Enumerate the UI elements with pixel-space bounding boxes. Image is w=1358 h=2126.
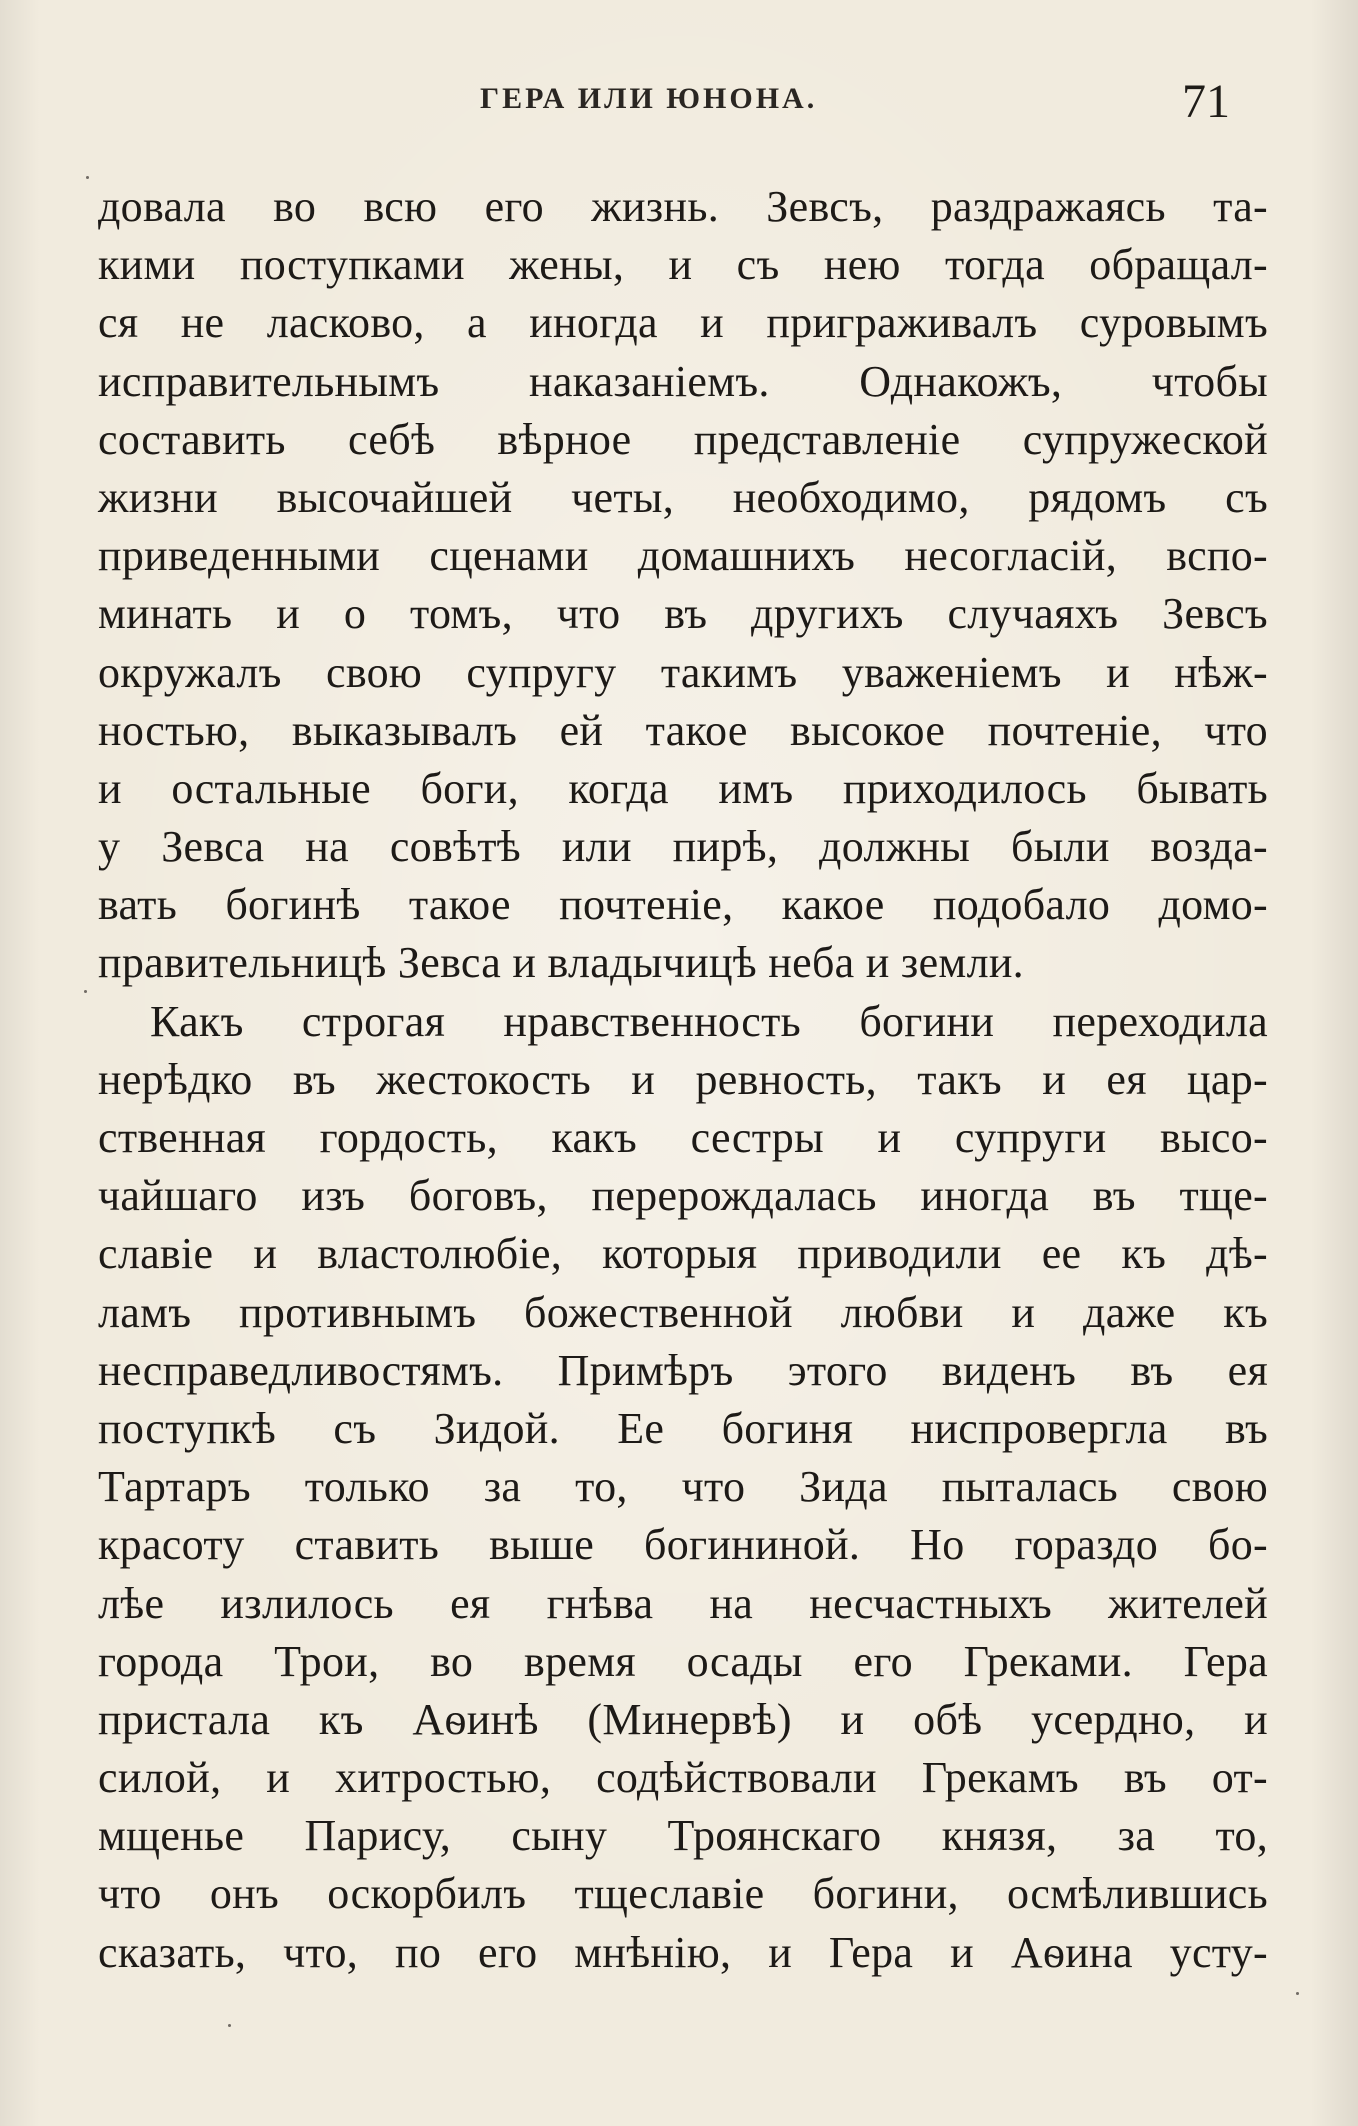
text-line: минать и о томъ, что въ другихъ случаяхъ Зевсъ: [98, 589, 1268, 639]
print-speck: [86, 176, 89, 179]
text-line: вать богинѣ такое почтеніе, какое подобало домо-: [98, 880, 1268, 930]
print-speck: [1296, 1992, 1299, 1995]
running-head: [0, 74, 1358, 134]
text-line: ностью, выказывалъ ей такое высокое почтеніе, что: [98, 705, 1268, 755]
text-line: кими поступками жены, и съ нею тогда обращал-: [98, 240, 1268, 290]
text-line: поступкѣ съ Зидой. Ее богиня ниспровергла въ: [98, 1403, 1268, 1453]
text-line: славіе и властолюбіе, которыя приводили ее къ дѣ-: [98, 1229, 1268, 1279]
text-line: Тартаръ только за то, что Зида пыталась свою: [98, 1462, 1268, 1512]
text-line: силой, и хитростью, содѣйствовали Грекамъ въ от-: [98, 1753, 1268, 1803]
text-line: что онъ оскорбилъ тщеславіе богини, осмѣлившись: [98, 1869, 1268, 1919]
text-line: лѣе излилось ея гнѣва на несчастныхъ жителей: [98, 1578, 1268, 1628]
text-line: довала во всю его жизнь. Зевсъ, раздражаясь та-: [98, 182, 1268, 231]
text-line: ся не ласково, а иногда и приграживалъ суровымъ: [98, 298, 1268, 348]
text-line: составить себѣ вѣрное представленіе супружеской: [98, 414, 1268, 464]
text-line: сказать, что, по его мнѣнію, и Гера и Аѳина усту-: [98, 1927, 1268, 1977]
text-line: окружалъ свою супругу такимъ уваженіемъ и нѣж-: [98, 647, 1268, 697]
text-line: ственная гордость, какъ сестры и супруги высо-: [98, 1113, 1268, 1162]
running-title: ГЕРА ИЛИ ЮНОНА.: [480, 82, 818, 115]
text-line: чайшаго изъ боговъ, перерождалась иногда въ тще-: [98, 1171, 1268, 1221]
text-line: пристала къ Аѳинѣ (Минервѣ) и обѣ усердно, и: [98, 1694, 1268, 1744]
print-speck: [84, 990, 87, 993]
text-line: исправительнымъ наказаніемъ. Однакожъ, чтобы: [98, 356, 1268, 406]
page-number: 71: [1182, 75, 1230, 128]
body-text: [98, 178, 1268, 1982]
text-line: нерѣдко въ жестокость и ревность, такъ и ея цар-: [98, 1054, 1268, 1104]
text-line: жизни высочайшей четы, необходимо, рядомъ съ: [98, 472, 1268, 522]
text-line: ламъ противнымъ божественной любви и даже къ: [98, 1287, 1268, 1337]
text-line: красоту ставить выше богининой. Но гораздо бо-: [98, 1520, 1268, 1570]
text-line: у Зевса на совѣтѣ или пирѣ, должны были возда-: [98, 822, 1268, 872]
text-line: и остальные боги, когда имъ приходилось бывать: [98, 763, 1268, 813]
text-line: правительницѣ Зевса и владычицѣ неба и земли.: [98, 938, 1024, 988]
paragraph-start-line: Какъ строгая нравственность богини переходила: [150, 996, 1268, 1046]
print-speck: [228, 2024, 231, 2027]
text-line: города Трои, во время осады его Греками. Гера: [98, 1636, 1268, 1686]
text-line: несправедливостямъ. Примѣръ этого виденъ въ ея: [98, 1345, 1268, 1395]
text-line: мщенье Парису, сыну Троянскаго князя, за то,: [98, 1811, 1268, 1861]
text-line: приведенными сценами домашнихъ несогласій, вспо-: [98, 531, 1268, 581]
